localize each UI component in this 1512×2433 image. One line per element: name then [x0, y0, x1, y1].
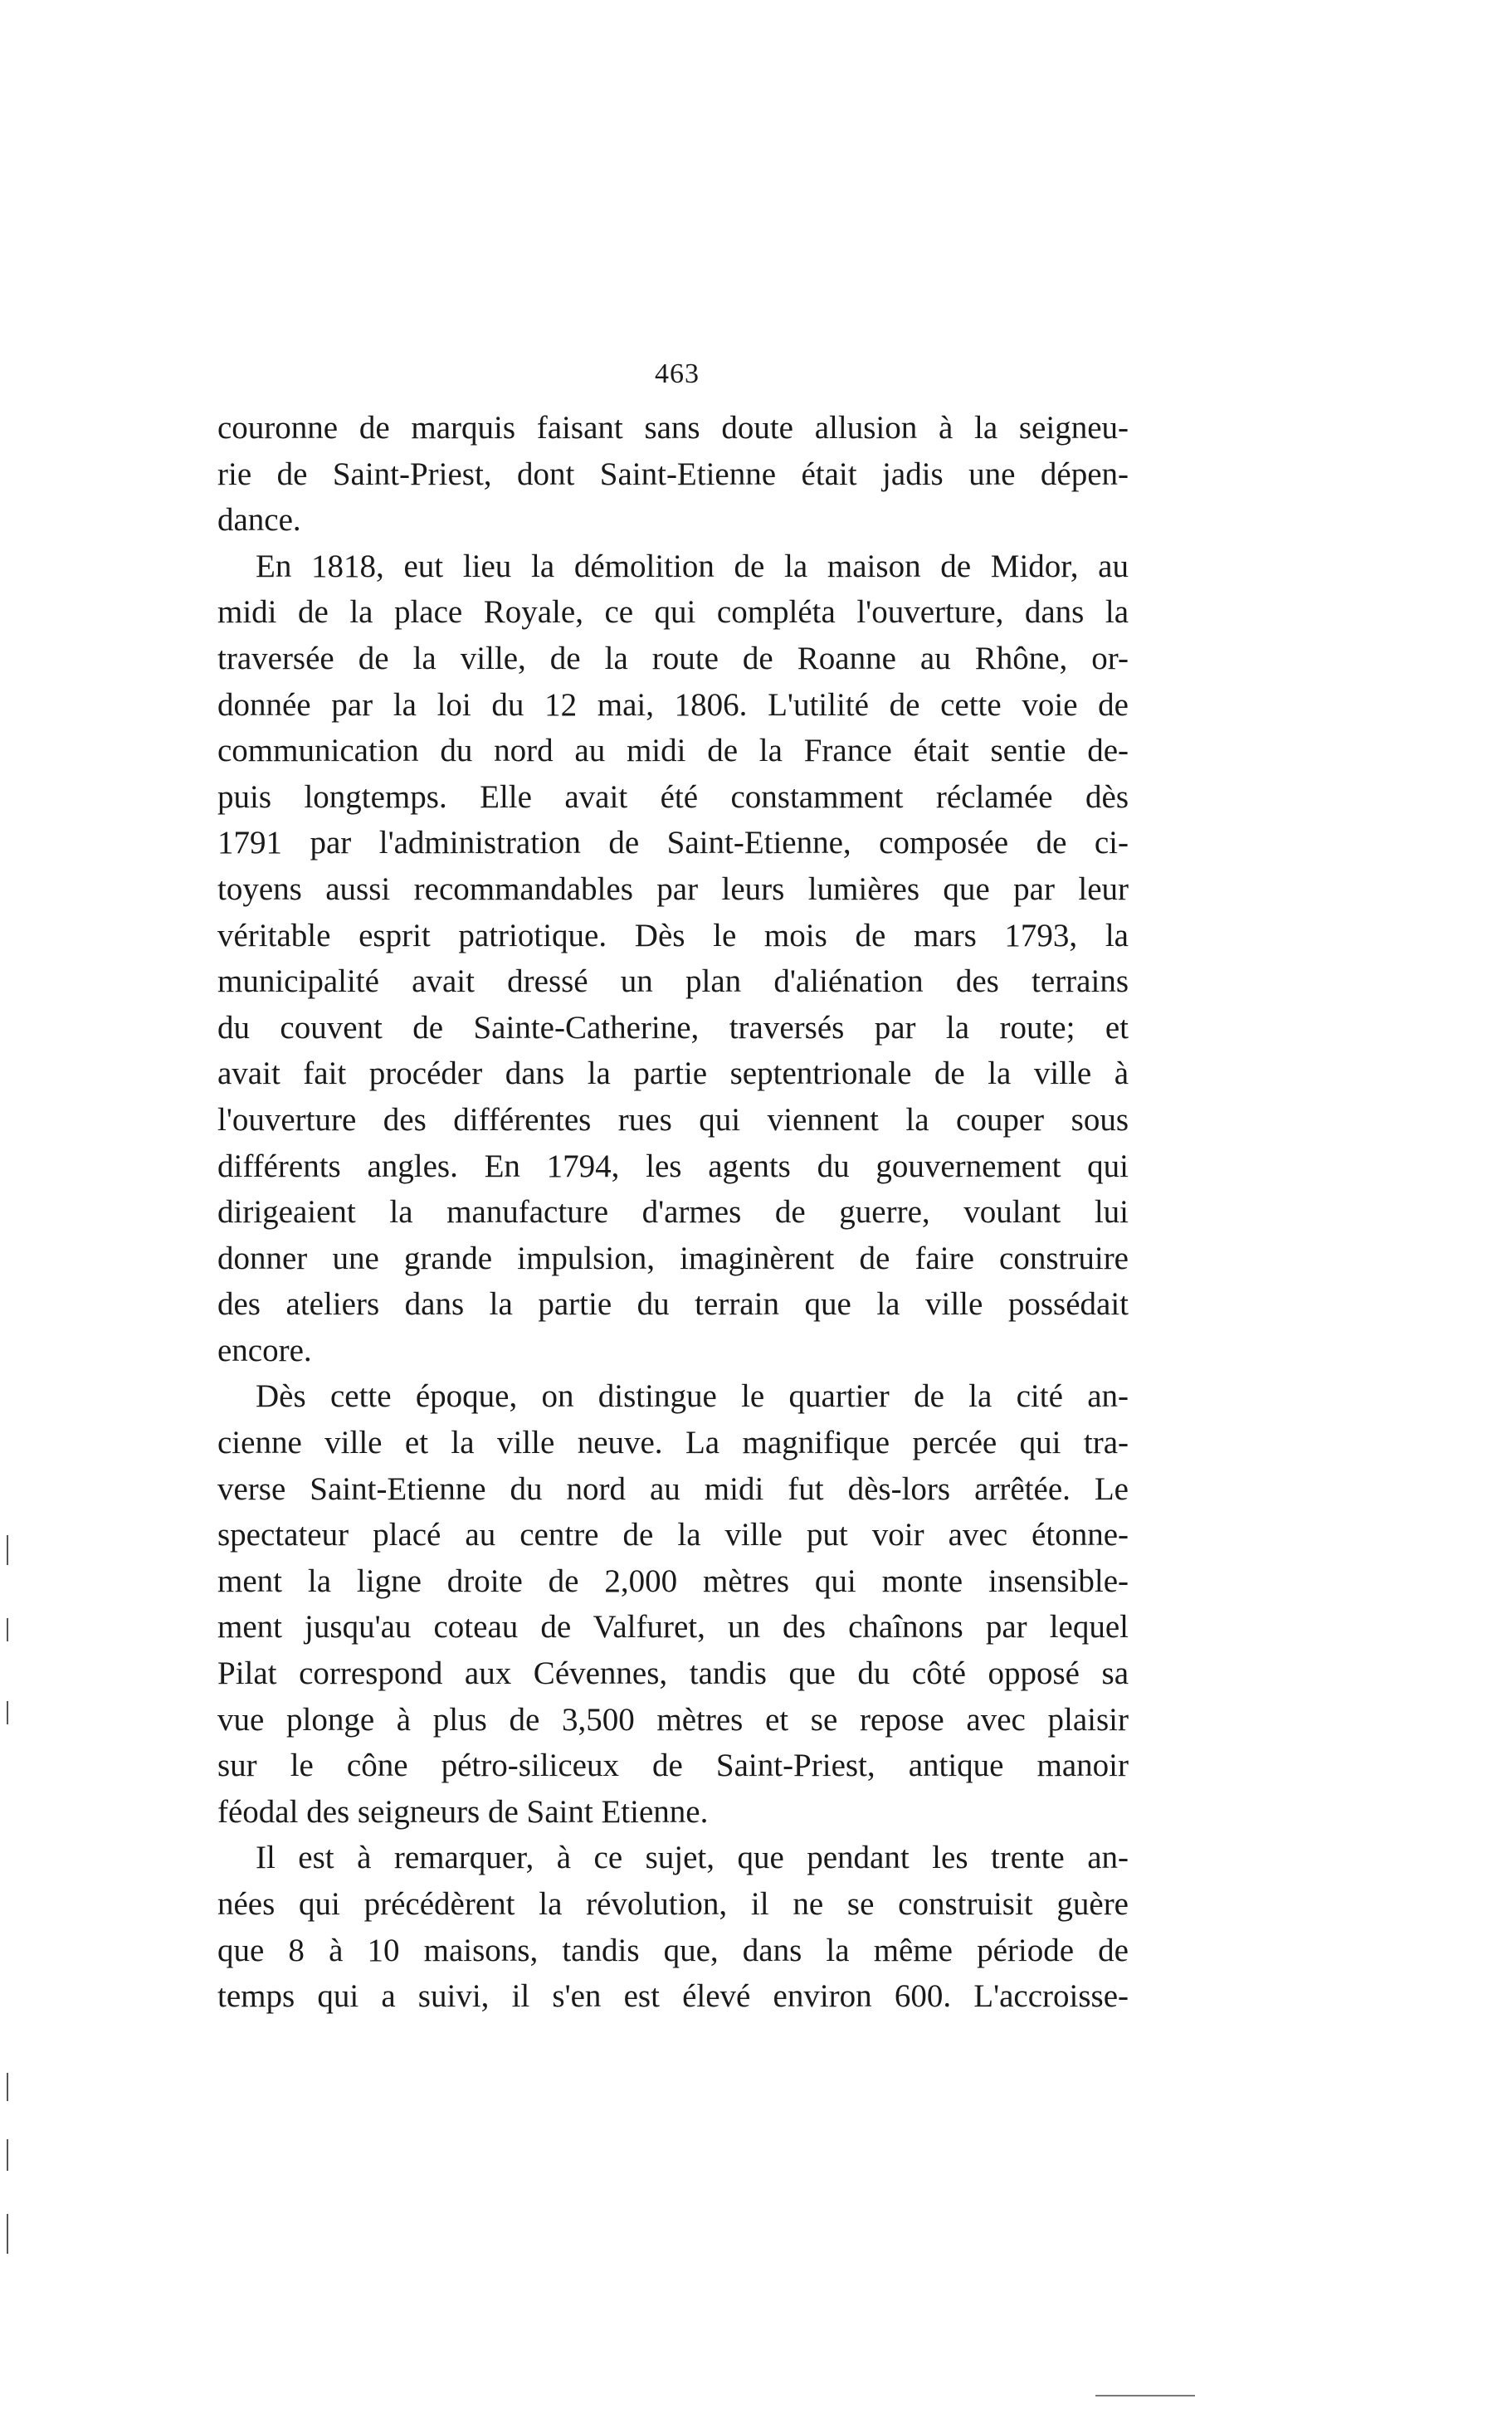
margin-mark: [7, 1701, 8, 1724]
text-line: puis longtemps. Elle avait été constamment réclamée dès: [217, 778, 1129, 815]
text-line: donner une grande impulsion, imaginèrent de faire construire: [217, 1240, 1129, 1276]
text-line: municipalité avait dressé un plan d'aliénation des terrains: [217, 963, 1129, 1000]
text-line: vue plonge à plus de 3,500 mètres et se repose avec plaisir: [217, 1701, 1129, 1738]
text-line: l'ouverture des différentes rues qui viennent la couper sous: [217, 1101, 1129, 1138]
text-line: Dès cette époque, on distingue le quartier de la cité an-: [256, 1378, 1129, 1415]
margin-mark: [7, 1535, 8, 1565]
text-line: dance.: [217, 502, 301, 539]
text-line: Pilat correspond aux Cévennes, tandis que du côté opposé sa: [217, 1655, 1129, 1692]
text-line: Il est à remarquer, à ce sujet, que pendant les trente an-: [256, 1840, 1129, 1876]
text-line: sur le cône pétro-siliceux de Saint-Priest, antique manoir: [217, 1748, 1129, 1784]
margin-mark: [7, 2214, 8, 2254]
body-text: [217, 405, 1129, 2020]
text-line: véritable esprit patriotique. Dès le mois de mars 1793, la: [217, 917, 1129, 953]
page-number: 463: [655, 358, 700, 389]
margin-mark: [7, 1618, 8, 1641]
text-line: temps qui a suivi, il s'en est élevé environ 600. L'accroisse-: [217, 1978, 1129, 2015]
text-line: spectateur placé au centre de la ville put voir avec étonne-: [217, 1517, 1129, 1553]
text-line: communication du nord au midi de la France était sentie de-: [217, 733, 1129, 769]
text-line: donnée par la loi du 12 mai, 1806. L'utilité de cette voie de: [217, 686, 1129, 723]
text-line: différents angles. En 1794, les agents du gouvernement qui: [217, 1148, 1129, 1184]
text-line: que 8 à 10 maisons, tandis que, dans la même période de: [217, 1932, 1129, 1968]
text-line: féodal des seigneurs de Saint Etienne.: [217, 1793, 709, 1830]
margin-mark: [7, 2073, 8, 2101]
text-line: toyens aussi recommandables par leurs lumières que par leur: [217, 870, 1129, 907]
text-line: ment jusqu'au coteau de Valfuret, un des chaînons par lequel: [217, 1609, 1129, 1646]
text-line: verse Saint-Etienne du nord au midi fut dès-lors arrêtée. Le: [217, 1470, 1129, 1507]
text-line: cienne ville et la ville neuve. La magnifique percée qui tra-: [217, 1425, 1129, 1461]
text-line: 1791 par l'administration de Saint-Etienne, composée de ci-: [217, 825, 1129, 861]
text-line: du couvent de Sainte-Catherine, traversés par la route; et: [217, 1009, 1129, 1046]
text-line: avait fait procéder dans la partie septentrionale de la ville à: [217, 1056, 1129, 1092]
text-line: rie de Saint-Priest, dont Saint-Etienne était jadis une dépen-: [217, 456, 1129, 492]
text-line: En 1818, eut lieu la démolition de la maison de Midor, au: [256, 548, 1129, 584]
text-line: couronne de marquis faisant sans doute allusion à la seigneu-: [217, 410, 1129, 446]
text-line: midi de la place Royale, ce qui compléta l'ouverture, dans la: [217, 594, 1129, 631]
text-line: ment la ligne droite de 2,000 mètres qui monte insensible-: [217, 1563, 1129, 1599]
margin-mark: [7, 2139, 8, 2171]
text-line: dirigeaient la manufacture d'armes de guerre, voulant lui: [217, 1194, 1129, 1231]
text-line: nées qui précédèrent la révolution, il ne se construisit guère: [217, 1886, 1129, 1922]
text-line: des ateliers dans la partie du terrain que la ville possédait: [217, 1286, 1129, 1323]
footer-rule: [1095, 2395, 1195, 2396]
text-line: traversée de la ville, de la route de Roanne au Rhône, or-: [217, 640, 1129, 676]
text-line: encore.: [217, 1332, 312, 1368]
